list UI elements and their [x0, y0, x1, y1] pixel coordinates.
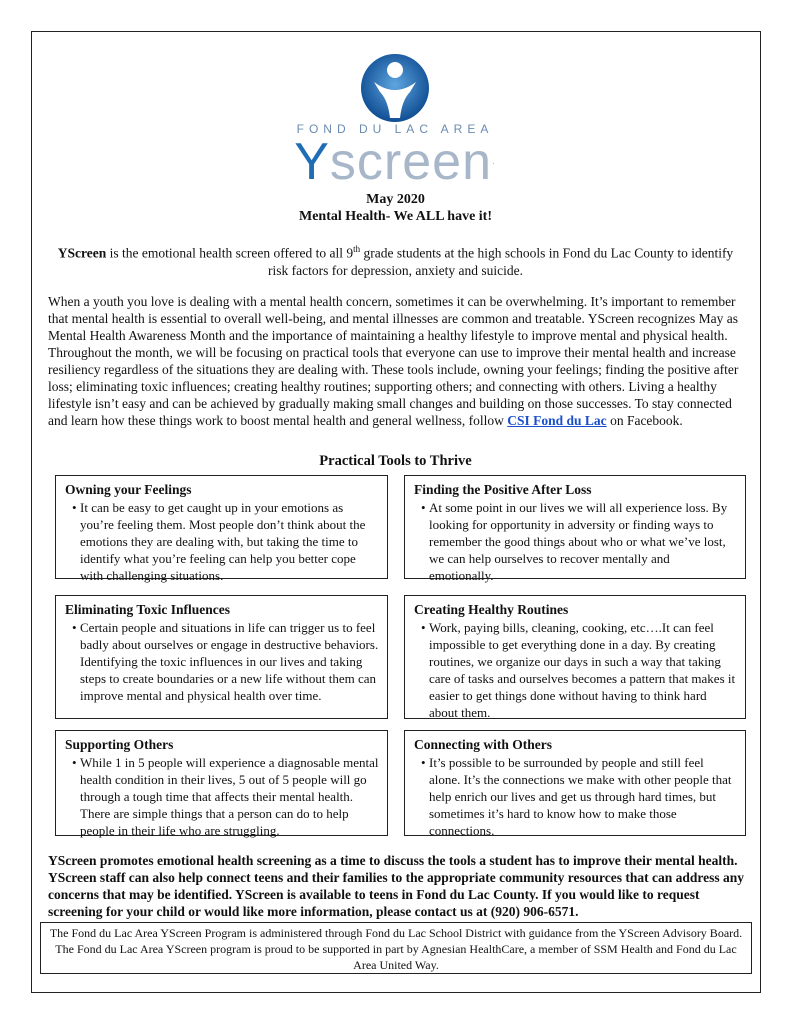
brand-name: YScreen [57, 245, 107, 261]
tool-box-owning-feelings: Owning your Feelings • It can be easy to get caught up in your emotions as you’re feeling them. Most people don’t think about the emotions they are dealing with, but taking the time to identify what you’re feeling can help you better cope with challenging situations. [55, 475, 388, 579]
tool-box-healthy-routines: Creating Healthy Routines • Work, paying bills, cleaning, cooking, etc….It can feel impossible to get everything done in a day. By creating routines, we organize our days in such a way that taking care of tasks and ourselves becomes a pattern that makes it easier to get things done without having to think hard about them. [404, 595, 746, 719]
tool-box-positive-after-loss: Finding the Positive After Loss • At some point in our lives we will all experience loss. By looking for opportunity in adversity or finding ways to remember the good things about who or what we’ve lost, we can help ourselves to recover mentally and emotionally. [404, 475, 746, 579]
person-emblem-icon [270, 52, 520, 127]
closing-paragraph: YScreen promotes emotional health screening as a time to discuss the tools a student has to improve their mental health. YScreen staff can also help connect teens and their families to the appropriate community resources that can address any concerns that may be identified. YScreen is available to teens in Fond du Lac County. If you would like to request screening for your child or would like more information, please contact us at (920) 906-6571. [48, 853, 744, 919]
tool-text: At some point in our lives we will all experience loss. By looking for opportunity in adversity or finding ways to remember the good things about who or what we’ve lost, we can help ourselves to recover mentally and emotionally. [429, 500, 728, 583]
logo-area-text: FOND DU LAC AREA [296, 122, 494, 136]
tool-box-supporting-others: Supporting Others • While 1 in 5 people will experience a diagnosable mental health condition in their lives, 5 out of 5 people will go through a tough time that affects their mental health. There are simple things that a person can do to help people in their life who are struggling. [55, 730, 388, 836]
yscreen-logo [270, 52, 520, 192]
tool-text: It can be easy to get caught up in your emotions as you’re feeling them. Most people don’t think about the emotions they are dealing with, but taking the time to identify what you’re feeling can help you better cope with challenging situations. [80, 500, 366, 583]
newsletter-date: May 2020 [366, 192, 425, 207]
newsletter-title: Mental Health- We ALL have it! [298, 209, 492, 224]
contact-phone: (920) 906-6571. [490, 904, 579, 919]
tools-title: Practical Tools to Thrive [319, 453, 472, 469]
facebook-link[interactable]: CSI Fond du Lac [507, 413, 607, 428]
tool-box-connecting-others: Connecting with Others • It’s possible to be surrounded by people and still feel alone. It’s the connections we make with other people that help enrich our lives and get us through hard times, but sometimes it’s hard to know how to make those connections. [404, 730, 746, 836]
tool-title: Supporting Others [65, 737, 174, 752]
logo-wordmark: Yscreen. [294, 133, 496, 191]
footer-note: The Fond du Lac Area YScreen Program is administered through Fond du Lac School District with guidance from the YScreen Advisory Board. The Fond du Lac Area YScreen program is proud to be supported in part by Agnesian HealthCare, a member of SSM Health and Fond du Lac Area United Way. [40, 922, 752, 974]
tool-text: Work, paying bills, cleaning, cooking, etc….It can feel impossible to get everything done in a day. By creating routines, we organize our days in such a way that taking care of tasks and ourselves becomes a pattern that makes it easier to get things done without having to think hard about them. [429, 620, 736, 720]
tool-text: Certain people and situations in life can trigger us to feel badly about ourselves or engage in destructive behaviors. Identifying the toxic influences in our lives and taking steps to create boundaries or a new life without them can improve mental and physical health over time. [80, 620, 379, 703]
tool-title: Creating Healthy Routines [414, 602, 569, 617]
body-paragraph: When a youth you love is dealing with a mental health concern, sometimes it can be overwhelming. It’s important to remember that mental health is essential to overall well-being, and mental illnesses are common and treatable. YScreen recognizes May as Mental Health Awareness Month and the importance of maintaining a healthy lifestyle to improve mental and physical health. Throughout the month, we will be focusing on practical tools that everyone can use to improve their mental health and increase resiliency regardless of the situations they are dealing with. These tools include, owning your feelings; finding the positive after loss; eliminating toxic influences; creating healthy routines; supporting others; and connecting with others. Living a healthy lifestyle isn’t easy and can be achieved by gradually making small changes and building on those successes. To stay connected and learn how these things work to boost mental health and general wellness, follow CSI Fond du Lac on Facebook. [48, 294, 739, 428]
tool-text: While 1 in 5 people will experience a diagnosable mental health condition in their lives, 5 out of 5 people will go through a tough time that affects their mental health. There are simple things that a person can do to help people in their life who are struggling. [80, 755, 379, 838]
tool-title: Owning your Feelings [65, 482, 192, 497]
intro-paragraph: YScreen is the emotional health screen offered to all 9th grade students at the high schools in Fond du Lac County to identify risk factors for depression, anxiety and suicide. [57, 244, 734, 278]
tool-title: Connecting with Others [414, 737, 552, 752]
tool-box-toxic-influences: Eliminating Toxic Influences • Certain people and situations in life can trigger us to feel badly about ourselves or engage in destructive behaviors. Identifying the toxic influences in our lives and taking steps to create boundaries or a new life without them can improve mental and physical health over time. [55, 595, 388, 719]
tool-title: Finding the Positive After Loss [414, 482, 592, 497]
tool-title: Eliminating Toxic Influences [65, 602, 231, 617]
tool-text: It’s possible to be surrounded by people and still feel alone. It’s the connections we make with other people that help enrich our lives and get us through hard times, but sometimes it’s hard to know how to make those connections. [429, 755, 732, 838]
